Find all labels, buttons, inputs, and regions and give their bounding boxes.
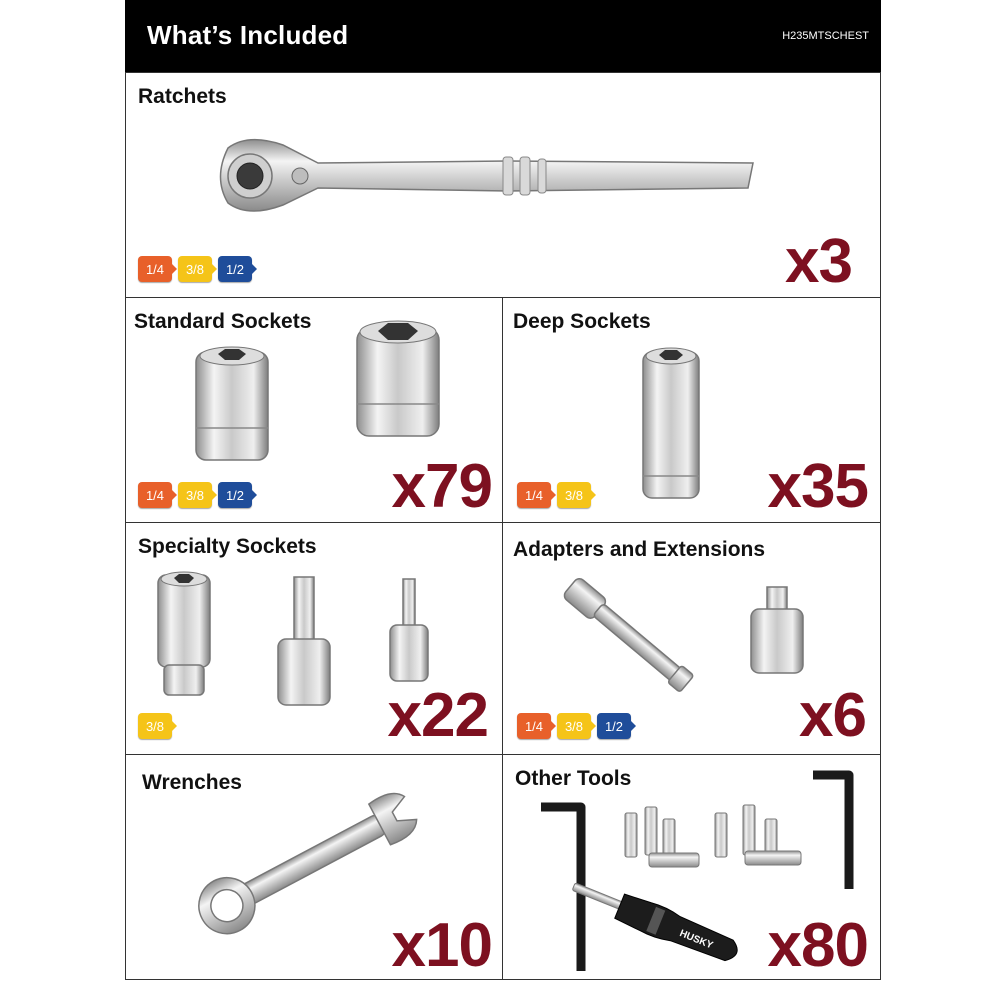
torx-bit-socket-icon — [384, 577, 434, 687]
badge-1-2: 1/2 — [218, 482, 252, 508]
socket-small-icon — [192, 344, 272, 464]
panel-title: Other Tools — [515, 767, 632, 790]
drive-size-badges — [517, 713, 631, 739]
badge-1-2: 1/2 — [597, 713, 631, 739]
panel-title: Specialty Sockets — [138, 535, 317, 558]
hex-bit-socket-icon — [274, 573, 334, 713]
panel-title: Standard Sockets — [134, 310, 312, 333]
panel-adapters-extensions — [502, 522, 881, 755]
drive-size-badges — [517, 482, 591, 508]
socket-adapter-icon — [747, 585, 807, 680]
page-title: What’s Included — [147, 20, 349, 50]
item-count: x6 — [799, 681, 866, 750]
item-count: x35 — [767, 452, 868, 521]
ratchet-icon — [208, 133, 768, 223]
panel-wrenches — [125, 754, 503, 980]
badge-3-8: 3/8 — [557, 713, 591, 739]
spark-plug-socket-icon — [154, 569, 214, 704]
panel-title: Adapters and Extensions — [513, 538, 766, 561]
badge-1-2: 1/2 — [218, 256, 252, 282]
screwdriver-icon — [563, 881, 753, 971]
panel-title: Deep Sockets — [513, 310, 651, 333]
drive-size-badges — [138, 713, 172, 739]
header-bar — [125, 0, 881, 72]
badge-3-8: 3/8 — [178, 256, 212, 282]
brand-label: HUSKY — [677, 928, 715, 952]
product-code: H235MTSCHEST — [782, 30, 869, 42]
badge-1-4: 1/4 — [517, 713, 551, 739]
panel-deep-sockets — [502, 297, 881, 523]
panel-standard-sockets — [125, 297, 503, 523]
drive-size-badges — [138, 256, 252, 282]
extension-bar-icon — [555, 575, 705, 695]
drive-size-badges — [138, 482, 252, 508]
item-count: x79 — [391, 452, 492, 521]
hex-key-right-icon — [809, 767, 869, 897]
socket-large-icon — [353, 316, 443, 441]
deep-socket-icon — [639, 344, 703, 504]
item-count: x22 — [387, 681, 488, 750]
panel-title: Ratchets — [138, 85, 227, 108]
panel-specialty-sockets — [125, 522, 503, 755]
badge-1-4: 1/4 — [138, 482, 172, 508]
badge-1-4: 1/4 — [138, 256, 172, 282]
driver-bits-icon — [619, 799, 809, 879]
item-count: x80 — [767, 911, 868, 980]
item-count: x10 — [391, 911, 492, 980]
panel-ratchets — [125, 72, 881, 298]
badge-1-4: 1/4 — [517, 482, 551, 508]
badge-3-8: 3/8 — [138, 713, 172, 739]
badge-3-8: 3/8 — [178, 482, 212, 508]
panel-other-tools — [502, 754, 881, 980]
badge-3-8: 3/8 — [557, 482, 591, 508]
panel-title: Wrenches — [142, 771, 242, 794]
item-count: x3 — [785, 227, 852, 296]
